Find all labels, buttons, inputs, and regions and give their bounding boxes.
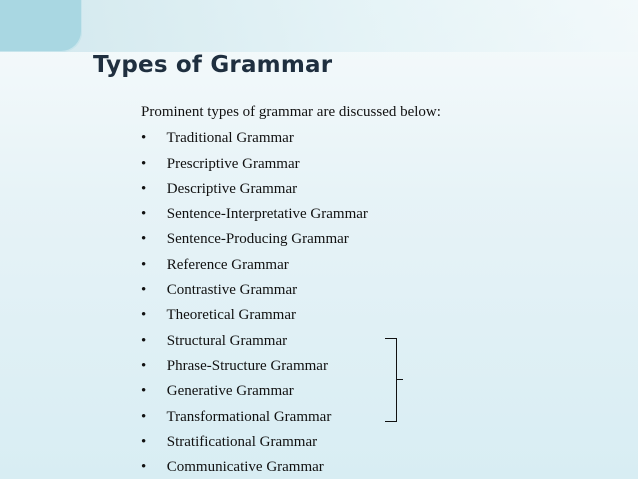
bullet-icon: • <box>141 383 147 399</box>
list-item-phrase-structure-grammar <box>141 358 328 375</box>
list-item-label: Contrastive Grammar <box>166 282 298 298</box>
bullet-icon: • <box>141 257 147 273</box>
list-item-label: Structural Grammar <box>166 333 288 349</box>
list-item-label: Sentence-Producing Grammar <box>166 231 349 247</box>
bullet-icon: • <box>141 333 147 349</box>
list-item-structural-grammar <box>141 333 287 350</box>
bullet-icon: • <box>141 156 147 172</box>
list-item-prescriptive-grammar <box>141 156 300 173</box>
bullet-icon: • <box>141 409 147 425</box>
grouping-bracket <box>385 338 414 422</box>
list-item-transformational-grammar <box>141 409 331 426</box>
list-item-label: Generative Grammar <box>166 383 294 399</box>
bullet-icon: • <box>141 459 147 475</box>
list-item-sentence-producing-grammar <box>141 231 349 248</box>
bracket-vertical-line <box>396 338 397 422</box>
bullet-icon: • <box>141 307 147 323</box>
slide-title: Types of Grammar <box>93 52 333 78</box>
list-item-communicative-grammar <box>141 459 324 476</box>
list-item-label: Sentence-Interpretative Grammar <box>166 206 368 222</box>
list-item-label: Theoretical Grammar <box>166 307 296 323</box>
list-item-label: Phrase-Structure Grammar <box>166 358 328 374</box>
list-item-sentence-interpretative-grammar <box>141 206 368 223</box>
bullet-icon: • <box>141 206 147 222</box>
list-item-theoretical-grammar <box>141 307 296 324</box>
list-item-label: Prescriptive Grammar <box>166 156 300 172</box>
bracket-bottom-line <box>385 421 396 422</box>
bullet-icon: • <box>141 282 147 298</box>
list-item-stratificational-grammar <box>141 434 317 451</box>
list-item-label: Descriptive Grammar <box>166 181 298 197</box>
bullet-icon: • <box>141 358 147 374</box>
list-item-descriptive-grammar <box>141 181 297 198</box>
list-item-label: Communicative Grammar <box>166 459 324 475</box>
list-item-label: Traditional Grammar <box>166 130 294 146</box>
bullet-icon: • <box>141 181 147 197</box>
list-item-generative-grammar <box>141 383 294 400</box>
list-item-label: Stratificational Grammar <box>166 434 318 450</box>
intro-text: Prominent types of grammar are discussed below: <box>141 104 441 120</box>
bracket-tick-line <box>396 379 403 380</box>
bullet-icon: • <box>141 231 147 247</box>
bullet-icon: • <box>141 130 147 146</box>
bracket-top-line <box>385 338 396 339</box>
list-item-contrastive-grammar <box>141 282 297 299</box>
list-item-label: Reference Grammar <box>166 257 289 273</box>
list-item-reference-grammar <box>141 257 289 274</box>
bullet-icon: • <box>141 434 147 450</box>
list-item-label: Transformational Grammar <box>166 409 332 425</box>
list-item-traditional-grammar <box>141 130 294 147</box>
